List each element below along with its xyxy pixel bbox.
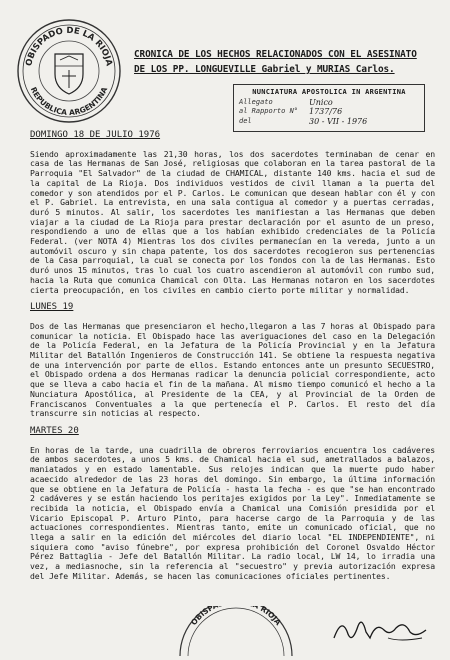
section-heading-lunes: LUNES 19 xyxy=(30,302,74,313)
seal-bottom-text: REPUBLICA ARGENTINA xyxy=(28,85,110,118)
stamp-row-allegato xyxy=(239,98,419,108)
obispado-seal xyxy=(14,16,124,126)
header-line-1: CRONICA DE LOS HECHOS RELACIONADOS CON EL ASESINATO xyxy=(134,49,417,60)
document-body xyxy=(30,131,435,582)
stamp-title: NUNCIATURA APOSTOLICA IN ARGENTINA xyxy=(252,88,406,96)
signature-graphic xyxy=(330,608,430,648)
section-domingo xyxy=(30,131,435,295)
stamp-value-rapporto: 1737/76 xyxy=(309,107,343,116)
svg-text:OBISPADO DE LA RIOJA xyxy=(24,26,114,67)
seal-top-text: OBISPADO DE LA RIOJA xyxy=(24,25,114,67)
stamp-label-del: del xyxy=(239,116,252,125)
stamp-value-del: 30 - VII - 1976 xyxy=(309,116,368,126)
svg-text:OBISPADO DE LA RIOJA xyxy=(189,606,283,627)
section-heading-martes: MARTES 20 xyxy=(30,425,79,436)
nunciatura-stamp xyxy=(233,84,425,132)
stamp-row-rapporto xyxy=(239,107,419,117)
section-lunes xyxy=(30,303,435,419)
section-text-domingo: Siendo aproximadamente las 21,30 horas, los dos sacerdotes terminaban de cenar en casa de las Hermanas de San José, religiosas que colaboran en la tarea pastoral de la Parroquia "El Salvador" de la ciudad de CHAMICAL, distante 140 kms. hacia el sud de la capital de La Rioja. Dos individuos vestidos de civil llaman a la puerta del comedor y son atendidos por el P. Carlos. Le comunican que desean hablar con él y con el P. Gabriel. La entrevista, en una sala contigua al comedor y a puertas cerradas, duró 5 minutos. Al salir, los sacerdotes les manifiestan a las Hermanas que deben viajar a la ciudad de La Rioja para prestar declaración por el asunto de un preso, respondiendo a uno de ellas que a los habían exhibido credenciales de la Policía Federal. (ver NOTA 4) Mientras los dos civiles permanecían en la vereda, junto a un automóvil oscuro y sin chapa patente, los dos sacerdotes recogieron sus pertenencias de la Casa parroquial, la cual se conecta por los fondos con la de las Hermanas. Esto duró unos 15 minutos, tras lo cual los cuatro ascendieron al automóvil con rumbo sud, hacia la Ruta que comunica Chamical con Olta. Las Hermanas notaron en los sacerdotes cierta preocupación, en los civiles en cambio cierto porte militar y normalidad. xyxy=(30,148,435,295)
stamp-value-allegato: Unico xyxy=(309,97,333,107)
stamp-label-rapporto: al Rapporto N° xyxy=(239,107,299,115)
section-heading-domingo: DOMINGO 18 DE JULIO 1976 xyxy=(30,130,161,140)
section-martes xyxy=(30,427,435,582)
handwritten-signature xyxy=(330,608,430,648)
section-text-martes: En horas de la tarde, una cuadrilla de obreros ferroviarios encuentra los cadáveres de ambos sacerdotes, a unos 5 kms. de Chamical hacia el sud, ametrallados a balazos, maniatados y en estado lamentable. Sus relojes indican que la muerte pudo haber acaecido alrededor de las 23 horas del domingo. Sin embargo, la última información que se obtiene en la Jefatura de Policía - hasta la fecha - es que "se han encontrado 2 cadáveres y se están haciendo los peritajes exigidos por la Ley". Inmediatamente se recibida la noticia, el Obispado envía a Chamical una Comisión presidida por el Vicario Episcopal P. Arturo Pinto, para hacerse cargo de la Parroquia y de las actuaciones correspondientes. Mientras tanto, emite un comunicado oficial, que no llega a salir en la edición del miércoles del diario local "EL INDEPENDIENTE", ni siquiera como "aviso fúnebre", por expresa prohibición del Coronel Osvaldo Héctor Pérez Battaglia - Jefe del Batallón Militar. La radio local, LW 14, lo irradia una vez, a mediasnoche, sin la referencia al "secuestro" y previa autorización expresa del Jefe Militar. Además, se hacen las comunicaciones oficiales pertinentes. xyxy=(30,444,435,581)
stamp-label-allegato: Allegato xyxy=(239,97,273,106)
stamp-row-del xyxy=(239,117,419,127)
bottom-seal xyxy=(176,606,296,656)
bottom-seal-text: OBISP RIOJA xyxy=(189,606,283,627)
document-header xyxy=(134,47,434,77)
section-text-lunes: Dos de las Hermanas que presenciaron el hecho,llegaron a las 7 horas al Obispado para comunicar la noticia. El Obispado hace las averiguaciones del caso en la Delegación de la Policía Federal, en la Jefatura de la Policía Provincial y en la Jefatura Militar del Batallón Ingenieros de Construcción 141. Se obtiene la respuesta negativa de una intervención por parte de ellos. Estando entonces ante un presunto SECUESTRO, el Obispado ordena a dos Hermanas radicar la denuncia policial correspondiente, acto que se lleva a cabo hacia el fin de la mañana. Al mismo tiempo comunicó el hecho a la Nunciatura Apostólica, al Presidente de la CEA, y al Provincial de la Orden de Franciscanos Conventuales a la que pertenecía el P. Carlos. El resto del día transcurre sin noticias al respecto. xyxy=(30,320,435,419)
header-line-2: DE LOS PP. LONGUEVILLE Gabriel y MURIAS Carlos. xyxy=(134,64,395,75)
seal-graphic xyxy=(14,16,124,126)
bottom-seal-graphic xyxy=(176,606,296,656)
